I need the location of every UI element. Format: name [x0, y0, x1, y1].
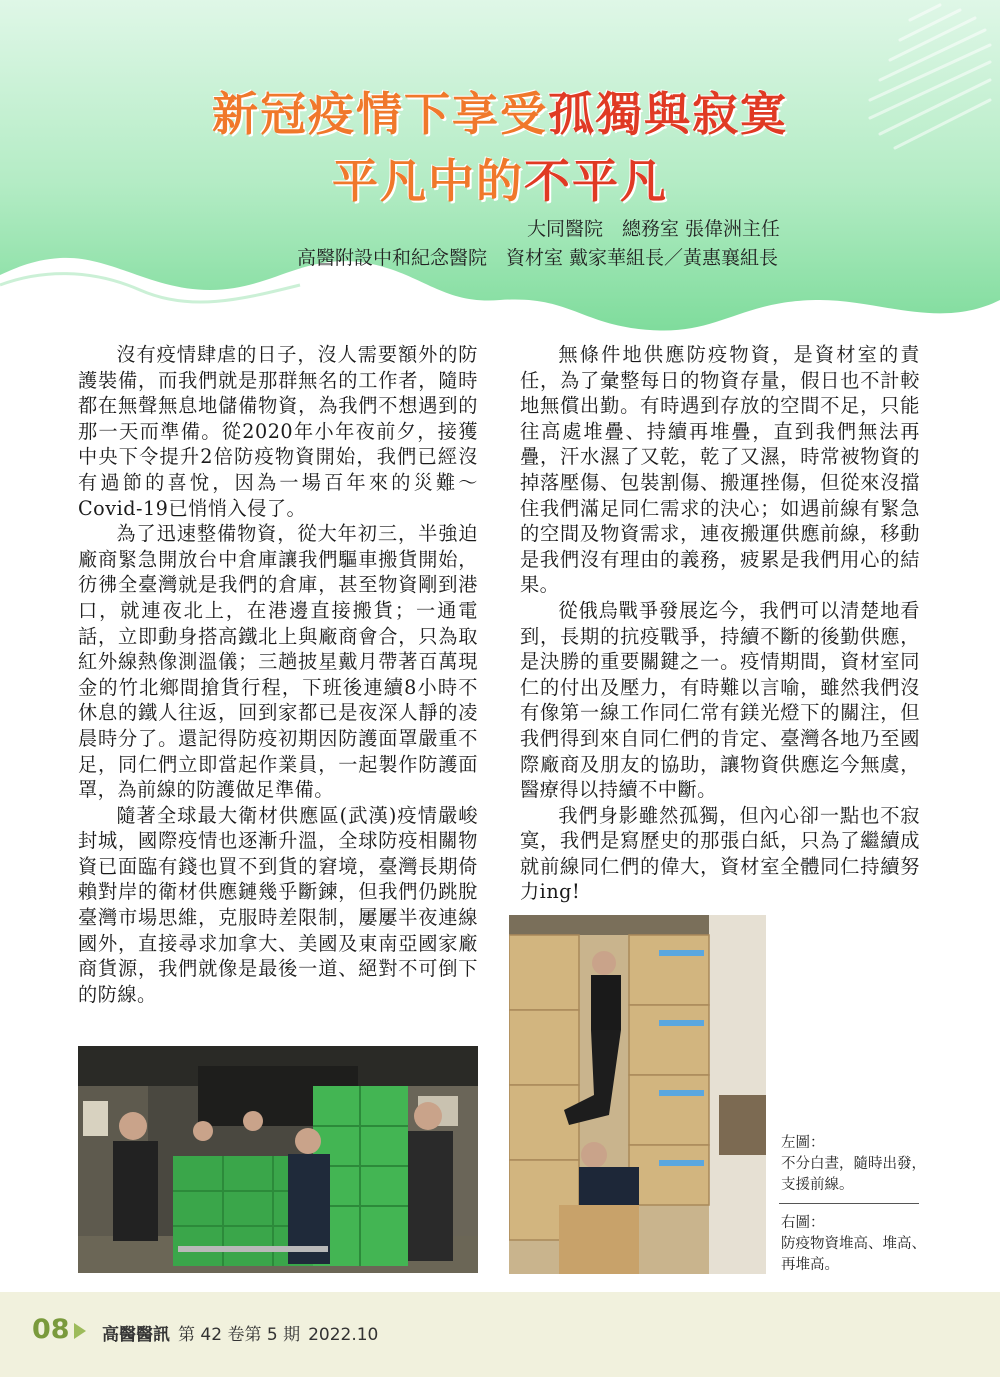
body-column-left	[78, 342, 478, 1007]
magazine-name: 高醫醫訊	[102, 1325, 170, 1345]
photo-stacking-boxes	[509, 915, 766, 1274]
caption-left-photo	[781, 1133, 931, 1196]
paragraph: 我們身影雖然孤獨，但內心卻一點也不寂寞，我們是寫歷史的那張白紙，只為了繼續成就前線同仁們的偉大，資材室全體同仁持續努力ing!	[520, 803, 920, 904]
paragraph: 從俄烏戰爭發展迄今，我們可以清楚地看到，長期的抗疫戰爭，持續不斷的後勤供應，是決勝的重要關鍵之一。疫情期間，資材室同仁的付出及壓力，有時難以言喻，雖然我們沒有像第一線工作同仁常有鎂光燈下的關注，但我們得到來自同仁們的肯定、臺灣各地乃至國際廠商及朋友的協助，讓物資供應迄今無虞，醫療得以持續不中斷。	[520, 598, 920, 802]
caption-right-photo	[781, 1213, 931, 1276]
issue-number: 第 42 卷第 5 期	[178, 1325, 301, 1345]
title-part: 平凡中的	[332, 154, 524, 208]
paragraph: 為了迅速整備物資，從大年初三，半強迫廠商緊急開放台中倉庫讓我們驅車搬貨開始，彷彿全臺灣就是我們的倉庫，甚至物資剛到港口，就連夜北上，在港邊直接搬貨；一通電話，立即動身搭高鐵北上與廠商會合，只為取紅外線熱像測溫儀；三趟披星戴月帶著百萬現金的竹北鄉間搶貨行程，下班後連續8小時不休息的鐵人往返，回到家都已是夜深人靜的凌晨時分了。還記得防疫初期因防護面罩嚴重不足，同仁們立即當起作業員，一起製作防護面罩，為前線的防護做足準備。	[78, 522, 478, 802]
author-line-1: 大同醫院 總務室 張偉洲主任	[526, 218, 780, 240]
footer-publication	[102, 1320, 386, 1345]
article-title-line-1	[0, 78, 1000, 144]
author-line-2: 高醫附設中和紀念醫院 資材室 戴家華組長／黃惠襄組長	[296, 247, 778, 269]
caption-text: 不分白晝，隨時出發，支援前線。	[781, 1156, 926, 1193]
title-highlight: 不平凡	[524, 154, 668, 208]
caption-text: 防疫物資堆高、堆高、再堆高。	[781, 1236, 926, 1273]
caption-heading: 右圖：	[781, 1215, 825, 1231]
article-title-line-2	[0, 145, 1000, 211]
paragraph: 無條件地供應防疫物資，是資材室的責任，為了彙整每日的物資存量，假日也不計較地無償出勤。有時遇到存放的空間不足，只能往高處堆疊、持續再堆疊，直到我們無法再疊，汗水濕了又乾，乾了又濕，時常被物資的掉落壓傷、包裝割傷、搬運挫傷，但從來沒擋住我們滿足同仁需求的決心；如遇前線有緊急的空間及物資需求，連夜搬運供應前線，移動是我們沒有理由的義務，疲累是我們用心的結果。	[520, 343, 920, 597]
body-column-right	[520, 342, 920, 905]
paragraph: 隨著全球最大衛材供應區(武漢)疫情嚴峻封城，國際疫情也逐漸升溫，全球防疫相關物資已面臨有錢也買不到貨的窘境，臺灣長期倚賴對岸的衛材供應鏈幾乎斷鍊，但我們仍跳脫臺灣市場思維，克服時差限制，屢屢半夜連線國外，直接尋求加拿大、美國及東南亞國家廠商貨源，我們就像是最後一道、絕對不可倒下的防線。	[78, 803, 478, 1006]
photo-staff-with-boxes	[78, 1046, 478, 1273]
page-number: 08	[32, 1314, 70, 1345]
issue-date: 2022.10	[308, 1325, 379, 1345]
paragraph: 沒有疫情肆虐的日子，沒人需要額外的防護裝備，而我們就是那群無名的工作者，隨時都在無聲無息地儲備物資，為我們不想遇到的那一天而準備。從2020年小年夜前夕，接獲中央下令提升2倍防疫物資開始，我們已經沒有過節的喜悅，因為一場百年來的災難～Covid-19已悄悄入侵了。	[78, 343, 478, 520]
caption-divider	[779, 1203, 919, 1204]
title-part: 新冠疫情下享受	[212, 87, 548, 141]
play-arrow-icon	[74, 1323, 86, 1339]
caption-heading: 左圖：	[781, 1135, 825, 1151]
title-highlight: 孤獨與寂寞	[548, 87, 788, 141]
